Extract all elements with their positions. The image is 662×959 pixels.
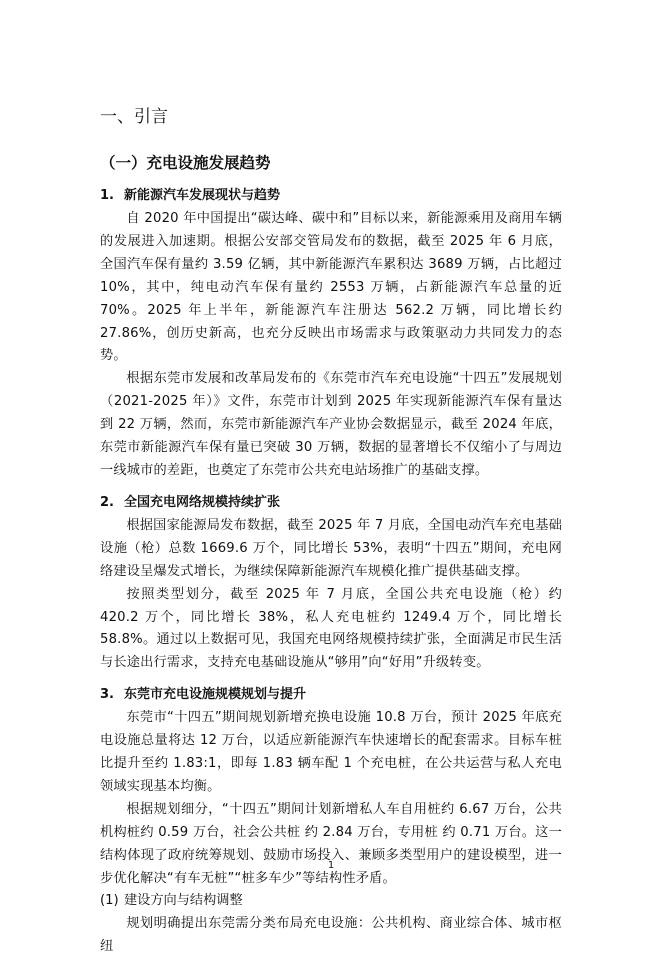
paragraph: 按照类型划分，截至 2025 年 7 月底，全国公共充电设施（枪）约 420.2 万个，同比增长 38%，私人充电桩约 1249.4 万个，同比增长 58.8%。通过以上数据可见，我国充电网络规模持续扩张，全面满足市民生活与长途出行需求，支持充电基础设施从“够用”向“好用”升级转变。 [100,586,562,671]
document-page [100,104,562,959]
subsection-heading-2: 2. 全国充电网络规模持续扩张 [100,494,281,510]
paragraph: 自 2020 年中国提出“碳达峰、碳中和”目标以来，新能源乘用及商用车辆的发展进入加速期。根据公安部交管局发布的数据，截至 2025 年 6 月底，全国汽车保有量约 3.59 亿辆，其中新能源汽车累积达 3689 万辆，占比超过 10%，其中，纯电动汽车保有量约 2553 万辆，占新能源汽车总量的近 70%。2025 年上半年，新能源汽车注册达 562.2 万辆，同比增长约 27.86%，创历史新高，也充分反映出市场需求与政策驱动力共同发力的态势。 [100,211,562,364]
section-title: （一）充电设施发展趋势 [100,154,271,172]
chapter-title: 一、引言 [100,107,168,127]
paragraph: 根据规划细分，“十四五”期间计划新增私人车自用桩约 6.67 万台，公共机构桩约 0.59 万台，社会公共桩 约 2.84 万台，专用桩 约 0.71 万台。这一结构体现了政府统筹规划、鼓励市场投入、兼顾多类型用户的建设模型，进一步优化解决“有车无桩”“桩多车少”等结构性矛盾。 [100,801,562,886]
subsection-heading-3: 3. 东莞市充电设施规模规划与提升 [100,687,307,703]
paragraph: 根据东莞市发展和改革局发布的《东莞市汽车充电设施“十四五”发展规划（2021-2025 年）》文件，东莞市计划到 2025 年实现新能源汽车保有量达到 22 万辆，然而，东莞市新能源汽车产业协会数据显示，截至 2024 年底，东莞市新能源汽车保有量已突破 30 万辆，数据的显著增长不仅缩小了与周边一线城市的差距，也奠定了东莞市公共充电站场推广的基础支撑。 [100,371,562,478]
page-number: 1 [327,860,335,871]
paragraph: 规划明确提出东莞需分类布局充电设施：公共机构、商业综合体、城市枢纽 [100,916,562,955]
paragraph: 东莞市“十四五”期间规划新增充换电设施 10.8 万台，预计 2025 年底充电设施总量将达 12 万台，以适应新能源汽车快速增长的配套需求。目标车桩比提升至约 1.83:1，即每 1.83 辆车配 1 个充电桩，在公共运营与私人充电领域实现基本均衡。 [100,710,562,794]
list-item-heading: (1) 建设方向与结构调整 [100,893,243,909]
subsection-heading-1: 1. 新能源汽车发展现状与趋势 [100,188,281,203]
paragraph: 根据国家能源局发布数据，截至 2025 年 7 月底，全国电动汽车充电基础设施（枪）总数 1669.6 万个，同比增长 53%，表明“十四五”期间，充电网络建设呈爆发式增长，为继续保障新能源汽车规模化推广提供基础支撑。 [100,517,562,579]
